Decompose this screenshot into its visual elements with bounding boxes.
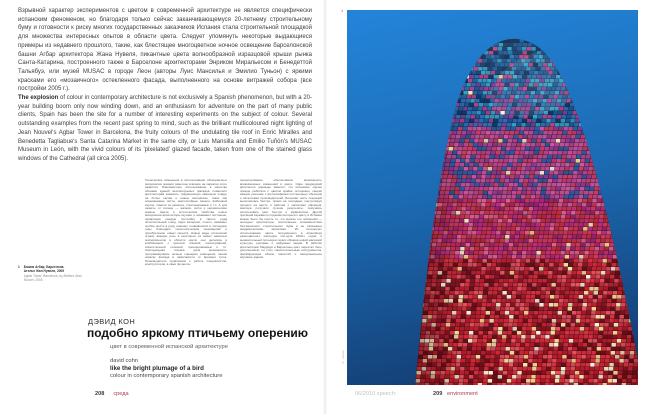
right-section-label: environment <box>447 391 478 397</box>
intro-lead-en: The explosion <box>18 95 59 102</box>
photo-credit: © photo <box>341 350 345 365</box>
figure-marker: 1 <box>341 8 344 13</box>
left-section-label: среда <box>113 391 129 397</box>
caption-ru <box>24 265 82 273</box>
caption-ru-line2: Ателье Жан Нувеля, 2005 <box>23 269 65 274</box>
article-author-ru: ДЭВИД КОН <box>88 317 136 326</box>
article-title-ru: подобно яркому птичьему оперению <box>87 326 308 340</box>
figure-caption <box>18 265 113 282</box>
caption-en-line1: Agbar Tower, Barcelona, by Ateliers Jean <box>23 274 82 279</box>
agbar-tower-photo <box>347 10 638 385</box>
caption-ru-line1: Башня Агбар, Барселона. <box>23 265 65 269</box>
page-gutter <box>323 0 327 414</box>
article-title-en: like the bright plumage of a bird <box>110 365 204 372</box>
intro-text <box>18 7 312 164</box>
article-subtitle-ru: цвет в современной испанской архитектуре <box>110 344 228 350</box>
right-page-number: 209 <box>433 391 443 397</box>
intro-rest-en: of colour in contemporary architecture is not exclusively a Spanish phenomenon, but with a 20-year building boom only now winding down, and an enthusiasm for adventure on the part of many public clients, Spain has been the site for a number of interesting experiments on the subject of colour. Several outstanding examples from the recent past spring to mind, such as the brilliant multicoloured night lighting of Jean Nouvel's Agbar Tower in Barcelona, the fruity colours of the undulating tile roof in Enric Miralles and Benedetta Tagliabue's Santa Catarina Market in the same city, or Luis Mansilla and Emilio Tuñón's MUSAC Museum in León, with the vivid colours of its 'pixelated' glazed facade, taken from one of the stained glass windows of the Cathedral (all circa 2005). <box>18 95 312 162</box>
agbar-tower-illustration <box>347 10 638 385</box>
caption-number: 1 <box>18 265 20 269</box>
caption-en-line2: Nouvel, 2005 <box>23 278 43 283</box>
body-column-1: Технические изменения в использовании облицовочных материалов оказали заметное влияние на характер этого развития. Повсеместное использование в качестве обшивки зданий вентилируемых фасадов позволило архитекторам заменить традиционную каменную кладку на более лёгкие и новые материалы, такие как алюминиевые листы, многослойные панели, фибровый картон, панели из цемента, стеклокерамика и т.п. А для защиты от солнца — жалюзи, сетки и керамические экраны. Цвета и эстетические свойства новых материалов архитекторы изучают и осваивают постоянно, превращая каждую постройку в своего рода испытательный стенд. Один материал, стекло, занимает особое место в ряду новинок, появившихся в последние годы благодаря технологическим инновациям и приобретению новых качеств. Новые виды остекления играют важную роль в некоторых из самых заметных экспериментов в области цвета; они делались в комбинациях с цветной плёнкой, шелкографией, осветительной техникой, проецированием и т.п. Светодиодная техника дала возможность программировать ночные сценарии освещения, меняя окраску фасада в зависимости от времени суток. Производители привлекали к работе специалистов-конструкторов, а сами процессы <box>145 178 227 266</box>
left-page-footer <box>95 391 129 397</box>
caption-en <box>24 274 82 282</box>
body-columns <box>145 179 322 267</box>
issue-label: 06/2010 speech: <box>355 391 397 397</box>
left-page-number: 208 <box>95 391 105 397</box>
article-author-en: david cohn <box>110 358 139 364</box>
article-subtitle-en: colour in contemporary spanish architecture <box>110 373 223 379</box>
intro-paragraph-en <box>18 94 312 164</box>
body-column-2: проектирования обеспечивали возможность всевозможных изменений в цвете. Один мадридский архитектор однажды заметил, что испанские зодчие прежде работали с цветом крайне осторожно, сверяя каждое решение с фотографиями построенных образцов и каталогами производителей. Большая часть операций выполнялась быстро, прямо на площадке; контролируя процесс на месте и работая с кассетами образцов, мастера получали лучшие результаты, приучаясь использовать цвет быстро и эффективно. Другой причиной взрывного подъёма интереса к цвету в Испании можно было бы счесть то, что многие его поборники — молодые архитекторы, воспитанные возможностями безграничного строительного бума и не связанные академическими запретами. Их интересует использование цвета, погружённого в атмосферу разноцветного наследия поп-арта 1960-х годов, и выразительный потенциал ярких образов новой массовой культуры, рекламы и цифровых медиа. В работах архитекторов Мадрида и Барселоны цвет перестал быть дополнением: он стал самостоятельным инструментом, формирующим объём, масштаб и эмоциональное звучание здания. <box>240 178 322 259</box>
intro-paragraph-ru: Взрывной характер экспериментов с цветом в современной архитектуре не является специфически испанским феноменом, но благодаря только сейчас заканчивающемуся 20-летнему строительному буму и готовности к риску многих государственных заказчиков Испания стала строительной площадкой для множества интересных опытов в области цвета. Следует упомянуть некоторые выдающиеся примеры из недавнего прошлого, такие, как блестящее многоцветное ночное освещение барселонской башни Агбар архитектора Жана Нувеля, пикантные цвета волнообразной изразцовой крыши рынка Санта-Катарина, построенного также в Барселоне архитекторами Энриком Миральесом и Бенедеттой Тальябуэ, или музей MUSAC в городе Леон (авторы Луис Мансилья и Эмилио Туньон) с яркими красками его «мозаичного» остекленного фасада, выполненного на основе витражей собора (все постройки 2005 г.). <box>18 8 312 93</box>
caption-text <box>24 265 82 282</box>
